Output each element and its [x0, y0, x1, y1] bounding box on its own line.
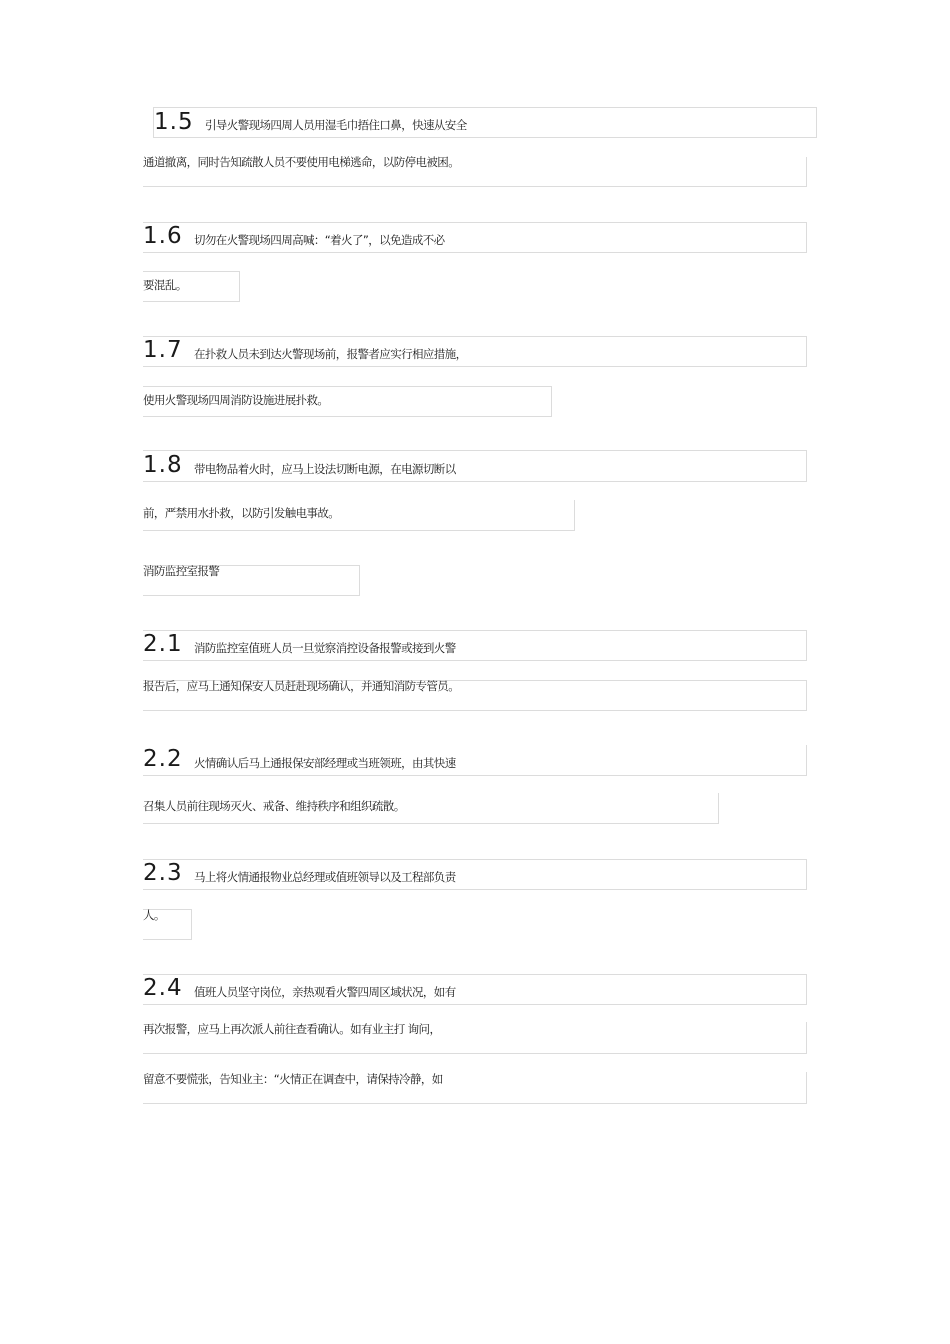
item-1-6-line2 — [143, 271, 240, 302]
item-number: 1.5 — [154, 109, 194, 135]
item-1-7-line2 — [143, 386, 552, 417]
item-text: 人。 — [143, 908, 165, 922]
item-text: 通道撤离，同时告知疏散人员不要使用电梯逃命，以防停电被困。 — [143, 155, 460, 169]
item-text: 消防监控室值班人员一旦觉察消控设备报警或接到火警 — [194, 640, 456, 655]
item-number: 2.2 — [143, 746, 183, 772]
item-2-2-line2 — [143, 793, 719, 824]
item-number: 2.4 — [143, 975, 183, 1001]
item-2-4-line1 — [143, 974, 807, 1005]
item-number: 1.7 — [143, 337, 183, 363]
item-text: 引导火警现场四周人员用湿毛巾捂住口鼻，快速从安全 — [205, 117, 467, 132]
item-1-7-line1 — [143, 336, 807, 367]
item-1-5-line1 — [153, 107, 817, 138]
item-2-3-line1 — [143, 859, 807, 890]
item-2-4-line2 — [143, 1022, 807, 1054]
item-text: 火情确认后马上通报保安部经理或当班领班，由其快速 — [194, 755, 456, 770]
item-number: 1.6 — [143, 223, 183, 249]
item-text: 切勿在火警现场四周高喊：“着火了”，以免造成不必 — [194, 232, 445, 247]
item-1-8-line2 — [143, 500, 575, 531]
item-number: 1.8 — [143, 452, 183, 478]
item-text: 报告后，应马上通知保安人员赶赴现场确认，并通知消防专管员。 — [143, 679, 460, 693]
item-text: 使用火警现场四周消防设施进展扑救。 — [143, 393, 329, 407]
item-text: 要混乱。 — [143, 278, 187, 292]
item-text: 召集人员前往现场灭火、戒备、维持秩序和组织疏散。 — [143, 799, 405, 813]
item-2-3-line2 — [143, 909, 192, 940]
item-2-4-line3 — [143, 1072, 807, 1104]
item-text: 再次报警，应马上再次派人前往查看确认。如有业主打 询问， — [143, 1022, 441, 1036]
item-text: 留意不要慌张，告知业主：“火情正在调查中，请保持冷静，如 — [143, 1072, 443, 1086]
item-1-8-line1 — [143, 450, 807, 482]
section-heading — [143, 565, 360, 596]
item-text: 带电物品着火时，应马上设法切断电源，在电源切断以 — [194, 461, 456, 476]
item-2-1-line2 — [143, 680, 807, 711]
section-heading-text: 消防监控室报警 — [143, 564, 220, 578]
item-1-5-line2 — [143, 157, 807, 187]
item-2-2-line1 — [143, 745, 807, 776]
item-text: 马上将火情通报物业总经理或值班领导以及工程部负责 — [194, 869, 456, 884]
item-text: 在扑救人员未到达火警现场前，报警者应实行相应措施， — [194, 346, 467, 361]
item-number: 2.1 — [143, 631, 183, 657]
item-number: 2.3 — [143, 860, 183, 886]
item-text: 前，严禁用水扑救，以防引发触电事故。 — [143, 506, 340, 520]
item-2-1-line1 — [143, 630, 807, 661]
item-text: 值班人员坚守岗位，亲热观看火警四周区域状况，如有 — [194, 984, 456, 999]
item-1-6-line1 — [143, 222, 807, 253]
